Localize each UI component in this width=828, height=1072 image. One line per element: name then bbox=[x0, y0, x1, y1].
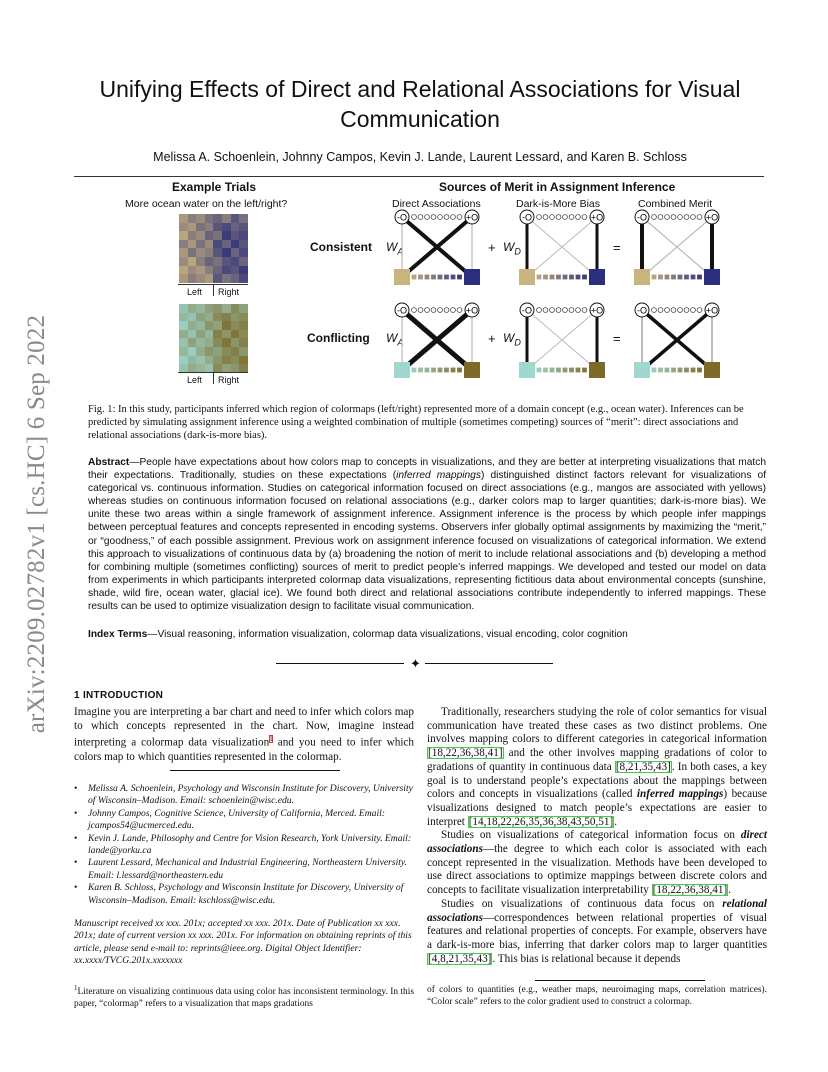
grid-right-label: Right bbox=[218, 287, 240, 297]
scale-dot bbox=[550, 308, 555, 313]
gradient-dot bbox=[418, 275, 423, 280]
scale-dot bbox=[684, 215, 689, 220]
scale-dot bbox=[418, 308, 423, 313]
gradient-dot bbox=[658, 275, 663, 280]
scale-dot bbox=[438, 308, 443, 313]
footnote-1: $^1$Literature on visualizing continuous data using color has inconsistent terminology. In this paper, “colormap” refers to a visualization that maps gradations bbox=[74, 984, 414, 1010]
divider-line bbox=[425, 663, 553, 664]
color-swatch bbox=[704, 362, 720, 378]
scale-dot bbox=[431, 215, 436, 220]
scale-dot bbox=[691, 215, 696, 220]
concept-node-label: +O bbox=[705, 212, 719, 223]
scale-dot bbox=[576, 308, 581, 313]
gradient-dot bbox=[425, 275, 430, 280]
gradient-dot bbox=[576, 368, 581, 373]
concept-node-label: +O bbox=[590, 212, 604, 223]
scale-dot bbox=[543, 308, 548, 313]
plus-sign: + bbox=[488, 331, 496, 346]
figure-left-heading: Example Trials bbox=[172, 180, 257, 194]
color-swatch bbox=[589, 269, 605, 285]
gradient-dot bbox=[537, 368, 542, 373]
plus-sign: + bbox=[488, 240, 496, 255]
gradient-dot bbox=[697, 275, 702, 280]
gradient-dot bbox=[658, 368, 663, 373]
gradient-dot bbox=[444, 368, 449, 373]
gradient-dot bbox=[569, 368, 574, 373]
gradient-dot bbox=[678, 368, 683, 373]
gradient-dot bbox=[556, 368, 561, 373]
scale-dot bbox=[684, 308, 689, 313]
figure-left-question: More ocean water on the left/right? bbox=[125, 198, 288, 210]
gradient-dot bbox=[569, 275, 574, 280]
abstract-label: Abstract bbox=[88, 457, 130, 468]
scale-dot bbox=[691, 308, 696, 313]
scale-dot bbox=[582, 308, 587, 313]
scale-dot bbox=[431, 308, 436, 313]
gradient-dot bbox=[556, 275, 561, 280]
scale-dot bbox=[451, 308, 456, 313]
section-heading-introduction: 1 INTRODUCTION bbox=[74, 690, 164, 701]
color-swatch bbox=[519, 269, 535, 285]
gradient-dot bbox=[671, 275, 676, 280]
figure-1 bbox=[0, 0, 828, 400]
gradient-dot bbox=[576, 275, 581, 280]
scale-dot bbox=[425, 308, 430, 313]
citation-link[interactable]: [14,18,22,26,35,36,38,43,50,51] bbox=[468, 815, 614, 828]
scale-dot bbox=[425, 215, 430, 220]
color-swatch bbox=[634, 269, 650, 285]
gradient-dot bbox=[431, 275, 436, 280]
gradient-dot bbox=[652, 275, 657, 280]
scale-dot bbox=[671, 308, 676, 313]
divider-line bbox=[276, 663, 404, 664]
color-swatch bbox=[589, 362, 605, 378]
affiliation-item: • Karen B. Schloss, Psychology and Wisconsin Institute for Discovery, University of Wisconsin–Madison. Email: kschloss@wisc.edu. bbox=[74, 882, 404, 906]
author-list: Melissa A. Schoenlein, Johnny Campos, Kevin J. Lande, Laurent Lessard, and Karen B. Schloss bbox=[153, 150, 687, 164]
scale-dot bbox=[658, 308, 663, 313]
scale-dot bbox=[652, 308, 657, 313]
color-swatch bbox=[394, 362, 410, 378]
gradient-dot bbox=[665, 275, 670, 280]
gradient-dot bbox=[582, 368, 587, 373]
row-label-consistent: Consistent bbox=[310, 240, 373, 254]
column-direct-associations: Direct Associations bbox=[392, 198, 481, 210]
concept-node-label: -O bbox=[397, 212, 407, 223]
gradient-dot bbox=[563, 368, 568, 373]
abstract: Abstract—People have expectations about how colors map to concepts in visualizations, and they are better at interpreting visualizations that match their expectations. Traditionally, studies on these expectations (inferred mappings) distinguished distinct factors relevant for visualizations of categorical vs. continuous information. Studies on categorical information focused on direct associations (e.g., mangos are associated with yellows) whereas studies on continuous information focused on relational associations (e.g., darker colors map to larger quantities; dark-is-more bias). We unite these two areas within a single framework of assignment inference. Assignment inference is the process by which people infer mappings between perceptual features and concepts represented in encoding systems. Observers infer globally optimal assignments by maximizing the “merit,” or “goodness,” of each possible assignment. Previous work on assignment inference focused on visualizations of categorical information. We extend this approach to visualizations of continuous data by (a) broadening the notion of merit to include relational associations and (b) developing a method for combining multiple (sometimes conflicting) sources of merit to predict people’s inferred mappings. We developed and tested our model on data from experiments in which participants interpreted colormap data visualizations, representing fictitious data about environmental concepts (sunshine, shade, wild fire, ocean water, glacial ice). We found both direct and relational associations contribute independently to inferred mappings. These results can be used to optimize visualization design to facilitate visual communication. bbox=[88, 457, 767, 613]
scale-dot bbox=[576, 215, 581, 220]
gradient-dot bbox=[438, 275, 443, 280]
author-affiliations bbox=[74, 783, 414, 907]
gradient-dot bbox=[691, 275, 696, 280]
concept-node-label: +O bbox=[705, 305, 719, 316]
gradient-dot bbox=[412, 368, 417, 373]
paper-title: Unifying Effects of Direct and Relational Associations for Visual Communication bbox=[99, 76, 741, 132]
gradient-dot bbox=[451, 368, 456, 373]
scale-dot bbox=[537, 308, 542, 313]
citation-link[interactable]: [18,22,36,38,41] bbox=[652, 884, 728, 897]
scale-dot bbox=[543, 215, 548, 220]
scale-dot bbox=[678, 308, 683, 313]
figure-caption: Fig. 1: In this study, participants inferred which region of colormaps (left/right) represented more of a domain concept (e.g., ocean water). Inferences can be predicted by simulating assignment inference using a weighted combination of multiple (sometimes competing) sources of “merit”: direct associations and relational associations (dark-is-more bias). bbox=[88, 404, 744, 441]
gradient-dot bbox=[537, 275, 542, 280]
footnote-rule bbox=[535, 980, 705, 981]
intro-paragraph: Imagine you are interpreting a bar chart and need to infer which colors map to which concepts represented in the chart. Now, imagine instead interpreting a colormap data visualization$^1$ and you need to infer which colors map to which quantities represented in the colormap. bbox=[74, 706, 414, 763]
gradient-dot bbox=[665, 368, 670, 373]
footnote-1-continued: of colors to quantities (e.g., weather maps, neuroimaging maps, correlation matrices). “Color scale” refers to the color gradient used to construct a colormap. bbox=[427, 985, 767, 1007]
figure-right-heading: Sources of Merit in Assignment Inference bbox=[439, 180, 676, 194]
scale-dot bbox=[697, 308, 702, 313]
citation-link[interactable]: [18,22,36,38,41] bbox=[428, 747, 503, 760]
scale-dot bbox=[412, 308, 417, 313]
affiliation-item: • Melissa A. Schoenlein, Psychology and Wisconsin Institute for Discovery, University of Wisconsin–Madison. Email: schoenlein@wisc.edu. bbox=[74, 783, 413, 807]
concept-node-label: -O bbox=[637, 212, 647, 223]
gradient-dot bbox=[438, 368, 443, 373]
paragraph: Studies on visualizations of categorical information focus on direct associations—the degree to which each color is associated with each concept represented in the visualization. Methods have been developed to use direct associations to optimize mappings between discrete colors and concepts to facilitate visualization interpretability [18,22,36,38,41]. bbox=[427, 829, 767, 897]
gradient-dot bbox=[652, 368, 657, 373]
scale-dot bbox=[556, 308, 561, 313]
scale-dot bbox=[457, 308, 462, 313]
gradient-dot bbox=[543, 368, 548, 373]
scale-dot bbox=[412, 215, 417, 220]
concept-node-label: -O bbox=[397, 305, 407, 316]
gradient-dot bbox=[550, 275, 555, 280]
scale-dot bbox=[451, 215, 456, 220]
color-swatch bbox=[634, 362, 650, 378]
weight-dark: $W_D$ bbox=[503, 240, 521, 257]
weight-direct: $W_A$ bbox=[386, 331, 404, 348]
grid-left-label: Left bbox=[187, 375, 203, 385]
scale-dot bbox=[550, 215, 555, 220]
scale-dot bbox=[569, 308, 574, 313]
gradient-dot bbox=[412, 275, 417, 280]
gradient-dot bbox=[425, 368, 430, 373]
scale-dot bbox=[537, 215, 542, 220]
scale-dot bbox=[457, 215, 462, 220]
scale-dot bbox=[658, 215, 663, 220]
merit-diagrams bbox=[0, 0, 828, 400]
equals-sign: = bbox=[613, 331, 621, 346]
grid-right-label: Right bbox=[218, 375, 240, 385]
scale-dot bbox=[697, 215, 702, 220]
concept-node-label: +O bbox=[465, 305, 479, 316]
gradient-dot bbox=[431, 368, 436, 373]
color-swatch bbox=[464, 362, 480, 378]
concept-node-label: -O bbox=[637, 305, 647, 316]
gradient-dot bbox=[671, 368, 676, 373]
gradient-dot bbox=[691, 368, 696, 373]
equals-sign: = bbox=[613, 240, 621, 255]
footnote-rule bbox=[170, 770, 340, 771]
gradient-dot bbox=[582, 275, 587, 280]
color-swatch bbox=[704, 269, 720, 285]
gradient-dot bbox=[451, 275, 456, 280]
color-swatch bbox=[519, 362, 535, 378]
right-column bbox=[427, 706, 767, 966]
concept-node-label: +O bbox=[465, 212, 479, 223]
gradient-dot bbox=[444, 275, 449, 280]
weight-dark: $W_D$ bbox=[503, 331, 521, 348]
arxiv-stamp: arXiv:2209.02782v1 [cs.HC] 6 Sep 2022 bbox=[23, 314, 50, 734]
gradient-dot bbox=[678, 275, 683, 280]
gradient-dot bbox=[550, 368, 555, 373]
scale-dot bbox=[671, 215, 676, 220]
scale-dot bbox=[652, 215, 657, 220]
scale-dot bbox=[556, 215, 561, 220]
scale-dot bbox=[665, 308, 670, 313]
grid-left-label: Left bbox=[187, 287, 203, 297]
scale-dot bbox=[418, 215, 423, 220]
concept-node-label: -O bbox=[522, 212, 532, 223]
scale-dot bbox=[444, 308, 449, 313]
paragraph: Traditionally, researchers studying the role of color semantics for visual communication have treated these cases as two distinct problems. One involves mapping colors to different categories in categorical information [18,22,36,38,41] and the other involves mapping gradations of color to gradations of quantity in continuous data [8,21,35,43]. In both cases, a key goal is to understand people’s expectations about the mappings between colors and concepts in visualizations (called inferred mappings) because visualizations designed to match people’s expectations are easier to interpret [14,18,22,26,35,36,38,43,50,51]. bbox=[427, 706, 767, 828]
affiliation-item: • Johnny Campos, Cognitive Science, University of California, Merced. Email: jcampos54@ucmerced.edu. bbox=[74, 807, 385, 832]
scale-dot bbox=[438, 215, 443, 220]
footnote-link[interactable]: 1 bbox=[269, 735, 273, 744]
manuscript-info: Manuscript received xx xxx. 201x; accepted xx xxx. 201x. Date of Publication xx xxx. 201x; date of current version xx xxx. 201x. For information on obtaining reprints of this article, please send e-mail to: reprints@ieee.org. Digital Object Identifier: xx.xxxx/TVCG.201x.xxxxxxx bbox=[74, 918, 412, 967]
citation-link[interactable]: [4,8,21,35,43] bbox=[428, 952, 492, 965]
concept-node-label: +O bbox=[590, 305, 604, 316]
column-combined-merit: Combined Merit bbox=[638, 198, 713, 210]
scale-dot bbox=[569, 215, 574, 220]
scale-dot bbox=[678, 215, 683, 220]
gradient-dot bbox=[684, 275, 689, 280]
scale-dot bbox=[563, 308, 568, 313]
gradient-dot bbox=[457, 275, 462, 280]
concept-node-label: -O bbox=[522, 305, 532, 316]
gradient-dot bbox=[418, 368, 423, 373]
scale-dot bbox=[665, 215, 670, 220]
gradient-dot bbox=[563, 275, 568, 280]
index-terms: Index Terms—Visual reasoning, information visualization, colormap data visualizations, visual encoding, color cognition bbox=[88, 629, 628, 640]
gradient-dot bbox=[697, 368, 702, 373]
color-swatch bbox=[464, 269, 480, 285]
color-swatch bbox=[394, 269, 410, 285]
gradient-dot bbox=[684, 368, 689, 373]
scale-dot bbox=[582, 215, 587, 220]
scale-dot bbox=[444, 215, 449, 220]
citation-link[interactable]: [8,21,35,43] bbox=[615, 760, 671, 773]
paragraph: Studies on visualizations of continuous data focus on relational associations—correspondences between relational properties of visual features and relational properties of concepts. For example, observers have a dark-is-more bias, inferring that darker colors map to larger quantities [4,8,21,35,43]. This bias is relational because it depends bbox=[427, 897, 767, 965]
row-label-conflicting: Conflicting bbox=[307, 331, 370, 345]
affiliation-item: • Laurent Lessard, Mechanical and Industrial Engineering, Northeastern University. Email: l.lessard@northeastern.edu bbox=[74, 857, 408, 881]
divider-diamond-icon: ✦ bbox=[410, 656, 421, 671]
scale-dot bbox=[563, 215, 568, 220]
affiliation-item: • Kevin J. Lande, Philosophy and Centre for Vision Research, York University. Email: lande@yorku.ca bbox=[74, 832, 412, 857]
weight-direct: $W_A$ bbox=[386, 240, 404, 257]
column-dark-is-more: Dark-is-More Bias bbox=[516, 198, 601, 210]
gradient-dot bbox=[543, 275, 548, 280]
gradient-dot bbox=[457, 368, 462, 373]
